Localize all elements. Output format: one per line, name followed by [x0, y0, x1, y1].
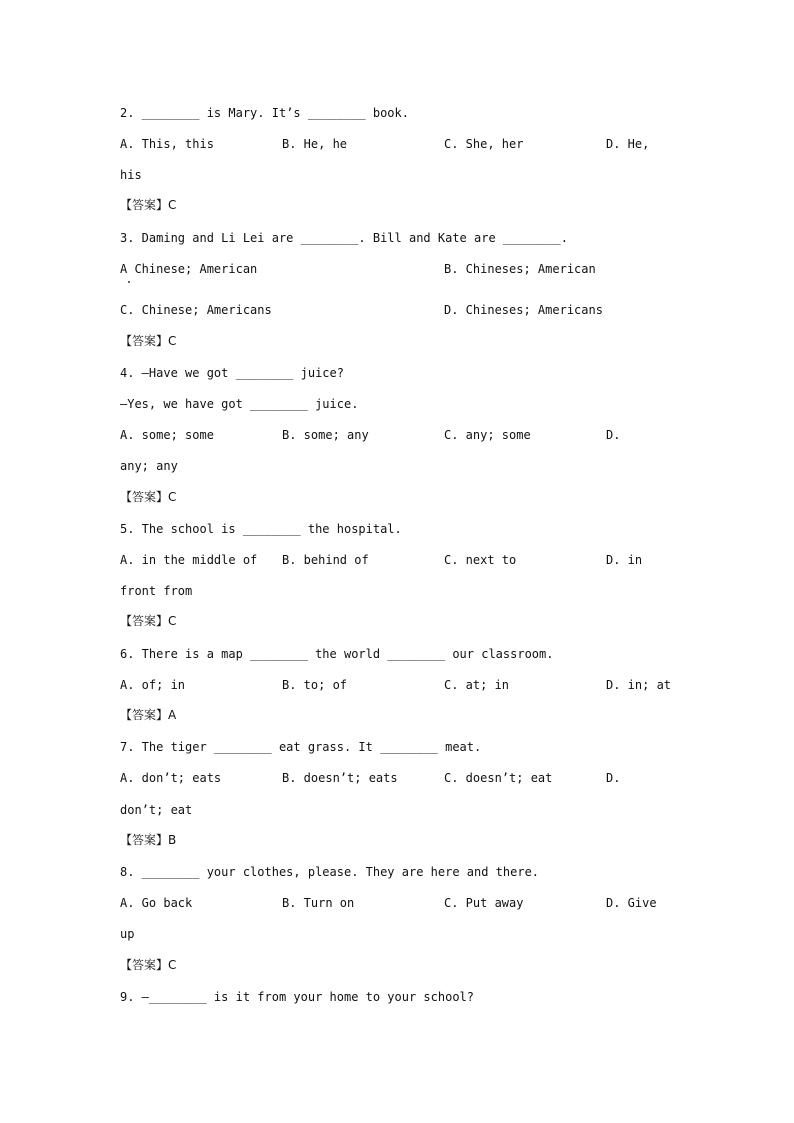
question-6-option-b: B. to; of — [282, 678, 348, 692]
question-4-option-c: C. any; some — [444, 428, 531, 442]
question-5-option-a: A. in the middle of — [120, 553, 258, 567]
question-5-option-d: D. in — [606, 553, 643, 567]
question-2-option-b: B. He, he — [282, 137, 348, 151]
question-4-option-b: B. some; any — [282, 428, 369, 442]
question-7-option-d: D. — [606, 771, 621, 785]
question-2-option-d: D. He, — [606, 137, 650, 151]
question-2-option-c: C. She, her — [444, 137, 524, 151]
question-3-option-b: B. Chineses; American — [444, 262, 596, 276]
question-7-option-a: A. don’t; eats — [120, 771, 222, 785]
question-8-option-d: D. Give — [606, 896, 657, 910]
question-5-answer: 【答案】C — [120, 614, 177, 628]
question-3-option-a: A Chinese; American — [120, 262, 258, 276]
question-2-option-d-wrap: his — [120, 168, 142, 182]
question-8-option-b: B. Turn on — [282, 896, 355, 910]
question-6-answer: 【答案】A — [120, 708, 177, 722]
stray-mark — [128, 281, 130, 283]
question-5-stem: 5. The school is ________ the hospital. — [120, 522, 402, 536]
question-7-stem: 7. The tiger ________ eat grass. It ________ meat. — [120, 740, 482, 754]
question-7-option-b: B. doesn’t; eats — [282, 771, 398, 785]
question-2-stem: 2. ________ is Mary. It’s ________ book. — [120, 106, 409, 120]
question-3-option-c: C. Chinese; Americans — [120, 303, 272, 317]
question-3-answer: 【答案】C — [120, 334, 177, 348]
question-8-stem: 8. ________ your clothes, please. They are here and there. — [120, 865, 540, 879]
question-7-option-d-wrap: don’t; eat — [120, 803, 193, 817]
question-3-stem: 3. Daming and Li Lei are ________. Bill and Kate are ________. — [120, 231, 568, 245]
question-6-stem: 6. There is a map ________ the world ________ our classroom. — [120, 647, 554, 661]
question-9-stem: 9. —________ is it from your home to your school? — [120, 990, 475, 1004]
question-4-option-d-wrap: any; any — [120, 459, 178, 473]
question-8-answer: 【答案】C — [120, 958, 177, 972]
question-5-option-c: C. next to — [444, 553, 517, 567]
question-3-option-d: D. Chineses; Americans — [444, 303, 603, 317]
question-4-stem-reply: —Yes, we have got ________ juice. — [120, 397, 359, 411]
question-4-answer: 【答案】C — [120, 490, 177, 504]
question-6-option-c: C. at; in — [444, 678, 510, 692]
question-8-option-d-wrap: up — [120, 927, 135, 941]
question-6-option-d: D. in; at — [606, 678, 672, 692]
question-4-stem: 4. —Have we got ________ juice? — [120, 366, 344, 380]
question-6-option-a: A. of; in — [120, 678, 186, 692]
question-2-answer: 【答案】C — [120, 198, 177, 212]
question-5-option-d-wrap: front from — [120, 584, 193, 598]
question-7-answer: 【答案】B — [120, 833, 177, 847]
question-8-option-c: C. Put away — [444, 896, 524, 910]
question-4-option-a: A. some; some — [120, 428, 214, 442]
question-2-option-a: A. This, this — [120, 137, 214, 151]
question-5-option-b: B. behind of — [282, 553, 369, 567]
question-4-option-d: D. — [606, 428, 621, 442]
question-7-option-c: C. doesn’t; eat — [444, 771, 553, 785]
question-8-option-a: A. Go back — [120, 896, 193, 910]
